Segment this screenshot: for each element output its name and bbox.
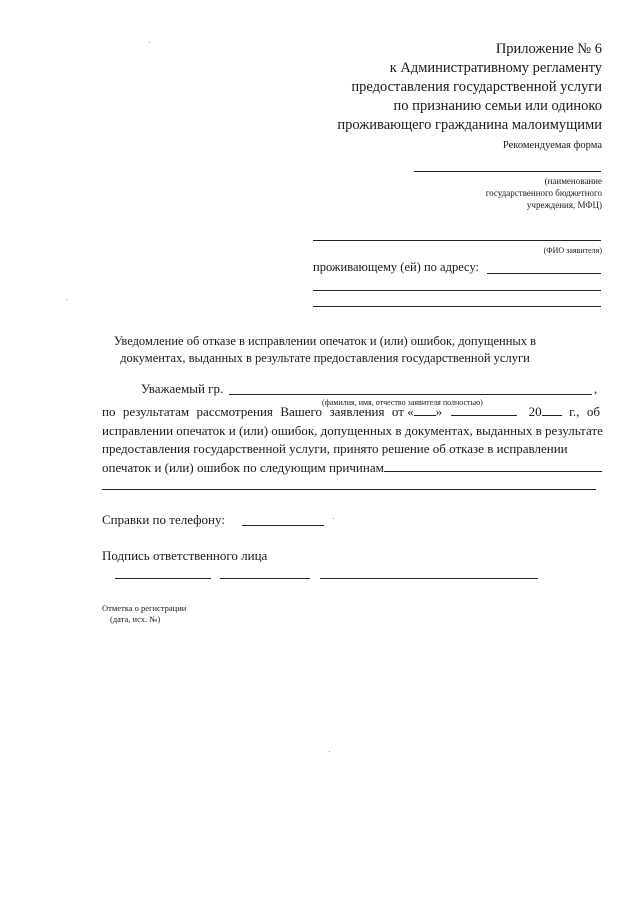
word-review: рассмотрения <box>196 404 273 419</box>
month-field-line <box>451 403 517 416</box>
word-about: об <box>586 404 600 419</box>
notice-title <box>90 333 560 367</box>
applicant-caption: (ФИО заявителя) <box>543 246 602 255</box>
paragraph-row-2 <box>102 422 603 441</box>
appendix-number: Приложение № 6 <box>495 41 602 57</box>
day-field-line <box>414 403 436 416</box>
decision-paragraph <box>102 403 603 477</box>
recommended-form-label: Рекомендуемая форма <box>502 140 602 151</box>
scan-speck <box>329 751 330 752</box>
applicant-full-name-caption: (фамилия, имя, отчество заявителя полностью) <box>322 398 483 407</box>
registration-mark <box>102 603 186 625</box>
word-application: заявления <box>329 404 385 419</box>
paragraph-row-2-text: исправлении опечаток и (или) ошибок, допущенных в документах, выданных в результате <box>102 422 603 438</box>
signature-sign-line <box>220 578 310 579</box>
appendix-line-5: проживающего гражданина малоимущими <box>337 117 602 133</box>
year-field-line <box>542 403 562 416</box>
appendix-line-4: по признанию семьи или одиноко <box>393 98 602 114</box>
reasons-line-2 <box>102 489 596 490</box>
institution-caption-line-2: государственного бюджетного <box>485 188 602 198</box>
phone-field-line <box>242 525 324 526</box>
paragraph-row-3 <box>102 440 600 459</box>
application-date <box>392 403 562 422</box>
institution-caption <box>486 175 602 211</box>
paragraph-row-1 <box>102 403 600 422</box>
address-label: проживающему (ей) по адресу: <box>313 260 479 274</box>
salutation-comma: , <box>594 381 598 396</box>
paragraph-row-3-text: предоставления государственной услуги, принято решение об отказе в исправлении <box>102 441 568 456</box>
scan-speck <box>66 299 67 300</box>
address-line-2 <box>313 290 601 291</box>
appendix-line-2: к Административному регламенту <box>389 60 602 76</box>
signature-name-line <box>320 578 538 579</box>
quote-open: « <box>407 404 414 419</box>
address-line-1 <box>487 273 601 274</box>
applicant-full-name-line <box>229 394 592 395</box>
registration-mark-line-1: Отметка о регистрации <box>102 603 187 613</box>
signature-label: Подпись ответственного лица <box>102 548 268 563</box>
notice-title-line-2: документах, выданных в результате предоставления государственной услуги <box>120 351 530 365</box>
applicant-name-line <box>313 240 601 241</box>
notice-title-line-1: Уведомление об отказе в исправлении опечаток и (или) ошибок, допущенных в <box>113 334 537 348</box>
year-abbr: г., <box>569 404 580 419</box>
reasons-line-1 <box>384 459 602 472</box>
year-prefix: 20 <box>528 404 542 419</box>
appendix-header <box>337 40 602 135</box>
signature-position-line <box>115 578 211 579</box>
word-results: результатам <box>122 404 190 419</box>
scan-speck <box>333 518 334 519</box>
appendix-line-3: предоставления государственной услуги <box>351 79 602 95</box>
phone-label: Справки по телефону: <box>102 512 225 527</box>
institution-caption-line-1: (наименование <box>544 176 602 186</box>
address-line-3 <box>313 306 601 307</box>
paragraph-row-4-text: опечаток и (или) ошибок по следующим причинам <box>102 459 384 475</box>
word-po: по <box>102 404 116 419</box>
institution-name-line <box>414 171 601 172</box>
quote-close: » <box>435 404 443 419</box>
institution-caption-line-3: учреждения, МФЦ) <box>526 200 602 210</box>
paragraph-row-4 <box>102 459 600 478</box>
registration-mark-line-2: (дата, исх. №) <box>110 614 161 624</box>
word-from: от <box>391 404 404 419</box>
scan-speck <box>149 42 150 43</box>
salutation-label: Уважаемый гр. <box>141 381 224 396</box>
word-your: Вашего <box>280 404 323 419</box>
